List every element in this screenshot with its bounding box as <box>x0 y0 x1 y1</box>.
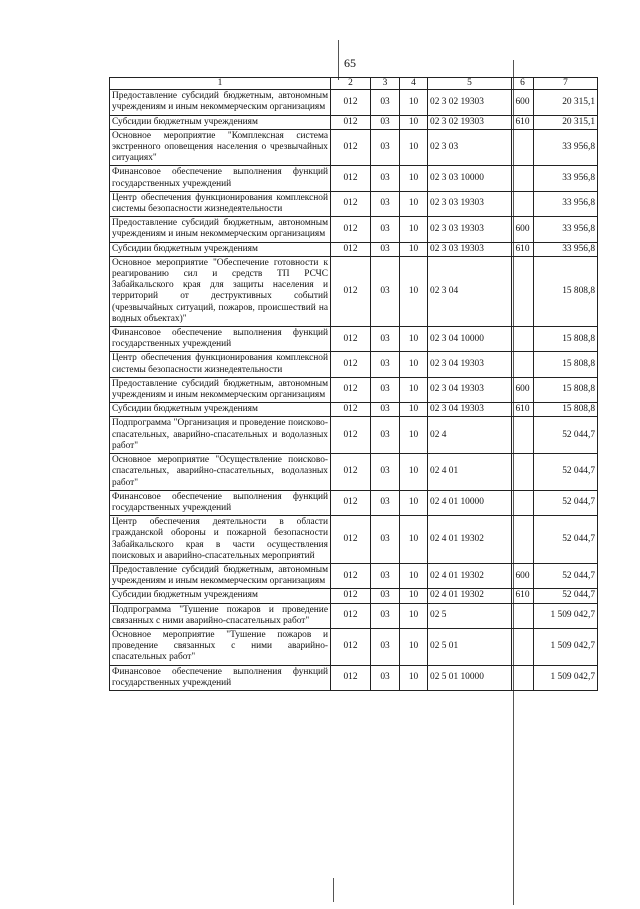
row-name: Основное мероприятие "Комплексная система экстренного оповещения населения о чрезвычайных ситуациях" <box>110 129 331 166</box>
header-col-6: 6 <box>512 78 534 90</box>
row-amount: 52 044,7 <box>534 454 598 491</box>
row-subsection-code: 10 <box>400 166 428 191</box>
row-ved-code: 012 <box>331 417 371 454</box>
row-amount: 52 044,7 <box>534 490 598 515</box>
row-ved-code: 012 <box>331 166 371 191</box>
row-ved-code: 012 <box>331 191 371 216</box>
row-amount: 52 044,7 <box>534 516 598 564</box>
row-amount: 20 315,1 <box>534 115 598 129</box>
row-subsection-code: 10 <box>400 191 428 216</box>
row-amount: 1 509 042,7 <box>534 603 598 628</box>
table-header-row <box>110 78 598 90</box>
row-ved-code: 012 <box>331 563 371 588</box>
row-target-article: 02 3 03 19303 <box>428 191 512 216</box>
row-amount: 33 956,8 <box>534 242 598 256</box>
row-amount: 20 315,1 <box>534 90 598 115</box>
row-target-article: 02 5 01 10000 <box>428 665 512 690</box>
header-col-3: 3 <box>371 78 400 90</box>
row-section-code: 03 <box>371 454 400 491</box>
row-section-code: 03 <box>371 242 400 256</box>
row-name: Субсидии бюджетным учреждениям <box>110 589 331 603</box>
row-amount: 1 509 042,7 <box>534 628 598 665</box>
row-section-code: 03 <box>371 90 400 115</box>
table-row <box>110 454 598 491</box>
row-ved-code: 012 <box>331 90 371 115</box>
row-subsection-code: 10 <box>400 454 428 491</box>
row-ved-code: 012 <box>331 454 371 491</box>
row-name: Подпрограмма "Тушение пожаров и проведение связанных с ними аварийно-спасательных работ" <box>110 603 331 628</box>
row-subsection-code: 10 <box>400 217 428 242</box>
table-row <box>110 166 598 191</box>
row-target-article: 02 4 01 10000 <box>428 490 512 515</box>
row-expense-type <box>512 454 534 491</box>
table-row <box>110 589 598 603</box>
row-subsection-code: 10 <box>400 603 428 628</box>
table-row <box>110 377 598 402</box>
row-expense-type <box>512 516 534 564</box>
table-row <box>110 603 598 628</box>
row-expense-type: 610 <box>512 589 534 603</box>
row-section-code: 03 <box>371 490 400 515</box>
row-subsection-code: 10 <box>400 563 428 588</box>
row-ved-code: 012 <box>331 256 371 326</box>
row-expense-type <box>512 665 534 690</box>
table-row <box>110 403 598 417</box>
row-name: Финансовое обеспечение выполнения функций государственных учреждений <box>110 327 331 352</box>
row-section-code: 03 <box>371 129 400 166</box>
row-section-code: 03 <box>371 628 400 665</box>
row-section-code: 03 <box>371 191 400 216</box>
row-amount: 52 044,7 <box>534 589 598 603</box>
row-target-article: 02 3 03 19303 <box>428 242 512 256</box>
table-row <box>110 90 598 115</box>
row-name: Основное мероприятие "Обеспечение готовности к реагированию сил и средств ТП РСЧС Забайкальского края для защиты населения и территорий от деструктивных событий (чрезвычайных ситуаций, пожаров, происшествий на водных объектах)" <box>110 256 331 326</box>
row-amount: 33 956,8 <box>534 217 598 242</box>
row-amount: 52 044,7 <box>534 563 598 588</box>
table-row <box>110 129 598 166</box>
row-name: Центр обеспечения функционирования комплексной системы безопасности жизнедеятельности <box>110 352 331 377</box>
row-amount: 33 956,8 <box>534 129 598 166</box>
row-expense-type: 610 <box>512 403 534 417</box>
page-number: 65 <box>344 56 356 70</box>
table-row <box>110 665 598 690</box>
row-target-article: 02 4 01 19302 <box>428 516 512 564</box>
table-row <box>110 217 598 242</box>
row-section-code: 03 <box>371 115 400 129</box>
row-section-code: 03 <box>371 665 400 690</box>
row-ved-code: 012 <box>331 217 371 242</box>
row-target-article: 02 4 01 19302 <box>428 589 512 603</box>
row-name: Основное мероприятие "Тушение пожаров и проведение связанных с ними аварийно-спасательных работ" <box>110 628 331 665</box>
row-subsection-code: 10 <box>400 403 428 417</box>
scan-artifact-bottom-line <box>333 878 334 902</box>
row-expense-type <box>512 352 534 377</box>
row-target-article: 02 3 04 <box>428 256 512 326</box>
budget-table <box>109 77 598 691</box>
row-target-article: 02 3 03 19303 <box>428 217 512 242</box>
table-row <box>110 191 598 216</box>
row-subsection-code: 10 <box>400 417 428 454</box>
row-target-article: 02 5 01 <box>428 628 512 665</box>
row-subsection-code: 10 <box>400 377 428 402</box>
row-name: Подпрограмма "Организация и проведение поисково-спасательных, аварийно-спасательных и водолазных работ" <box>110 417 331 454</box>
row-name: Субсидии бюджетным учреждениям <box>110 242 331 256</box>
row-section-code: 03 <box>371 417 400 454</box>
row-target-article: 02 3 03 <box>428 129 512 166</box>
row-name: Центр обеспечения функционирования комплексной системы безопасности жизнедеятельности <box>110 191 331 216</box>
row-subsection-code: 10 <box>400 129 428 166</box>
row-expense-type <box>512 628 534 665</box>
row-name: Субсидии бюджетным учреждениям <box>110 403 331 417</box>
row-amount: 15 808,8 <box>534 327 598 352</box>
row-target-article: 02 3 04 19303 <box>428 403 512 417</box>
row-expense-type <box>512 256 534 326</box>
row-section-code: 03 <box>371 352 400 377</box>
row-expense-type <box>512 490 534 515</box>
header-col-1: 1 <box>110 78 331 90</box>
row-section-code: 03 <box>371 563 400 588</box>
row-name: Предоставление субсидий бюджетным, автономным учреждениям и иным некоммерческим организациям <box>110 217 331 242</box>
row-ved-code: 012 <box>331 242 371 256</box>
table-row <box>110 352 598 377</box>
row-name: Центр обеспечения деятельности в области гражданской обороны и пожарной безопасности Забайкальского края в части осуществления поисковых и аварийно-спасательных мероприятий <box>110 516 331 564</box>
row-expense-type: 600 <box>512 90 534 115</box>
row-expense-type <box>512 166 534 191</box>
row-name: Финансовое обеспечение выполнения функций государственных учреждений <box>110 166 331 191</box>
row-subsection-code: 10 <box>400 115 428 129</box>
row-section-code: 03 <box>371 327 400 352</box>
row-target-article: 02 3 02 19303 <box>428 115 512 129</box>
row-target-article: 02 4 01 19302 <box>428 563 512 588</box>
row-expense-type <box>512 191 534 216</box>
row-section-code: 03 <box>371 516 400 564</box>
row-ved-code: 012 <box>331 603 371 628</box>
row-section-code: 03 <box>371 377 400 402</box>
row-section-code: 03 <box>371 589 400 603</box>
row-subsection-code: 10 <box>400 589 428 603</box>
table-row <box>110 327 598 352</box>
row-amount: 52 044,7 <box>534 417 598 454</box>
table-row <box>110 490 598 515</box>
row-subsection-code: 10 <box>400 516 428 564</box>
row-name: Основное мероприятие "Осуществление поисково-спасательных, аварийно-спасательных, водолазных работ" <box>110 454 331 491</box>
row-target-article: 02 4 <box>428 417 512 454</box>
row-target-article: 02 3 02 19303 <box>428 90 512 115</box>
header-col-5: 5 <box>428 78 512 90</box>
row-amount: 1 509 042,7 <box>534 665 598 690</box>
row-target-article: 02 3 04 19303 <box>428 377 512 402</box>
row-subsection-code: 10 <box>400 628 428 665</box>
row-ved-code: 012 <box>331 377 371 402</box>
row-subsection-code: 10 <box>400 352 428 377</box>
row-subsection-code: 10 <box>400 665 428 690</box>
row-amount: 33 956,8 <box>534 191 598 216</box>
row-target-article: 02 3 04 19303 <box>428 352 512 377</box>
row-ved-code: 012 <box>331 490 371 515</box>
row-ved-code: 012 <box>331 665 371 690</box>
row-name: Финансовое обеспечение выполнения функций государственных учреждений <box>110 490 331 515</box>
row-section-code: 03 <box>371 217 400 242</box>
header-col-2: 2 <box>331 78 371 90</box>
row-subsection-code: 10 <box>400 256 428 326</box>
row-ved-code: 012 <box>331 403 371 417</box>
row-section-code: 03 <box>371 256 400 326</box>
row-subsection-code: 10 <box>400 490 428 515</box>
table-row <box>110 256 598 326</box>
row-subsection-code: 10 <box>400 327 428 352</box>
row-amount: 15 808,8 <box>534 377 598 402</box>
row-target-article: 02 3 03 10000 <box>428 166 512 191</box>
table-row <box>110 628 598 665</box>
row-expense-type: 600 <box>512 563 534 588</box>
row-expense-type: 600 <box>512 377 534 402</box>
row-ved-code: 012 <box>331 589 371 603</box>
row-amount: 15 808,8 <box>534 403 598 417</box>
row-target-article: 02 5 <box>428 603 512 628</box>
table-row <box>110 417 598 454</box>
row-name: Предоставление субсидий бюджетным, автономным учреждениям и иным некоммерческим организациям <box>110 563 331 588</box>
row-expense-type <box>512 603 534 628</box>
row-ved-code: 012 <box>331 516 371 564</box>
row-ved-code: 012 <box>331 115 371 129</box>
row-ved-code: 012 <box>331 327 371 352</box>
header-col-7: 7 <box>534 78 598 90</box>
row-subsection-code: 10 <box>400 242 428 256</box>
row-expense-type: 610 <box>512 242 534 256</box>
row-name: Предоставление субсидий бюджетным, автономным учреждениям и иным некоммерческим организациям <box>110 90 331 115</box>
row-ved-code: 012 <box>331 628 371 665</box>
row-amount: 15 808,8 <box>534 256 598 326</box>
row-amount: 33 956,8 <box>534 166 598 191</box>
row-expense-type: 600 <box>512 217 534 242</box>
table-body <box>110 90 598 691</box>
row-amount: 15 808,8 <box>534 352 598 377</box>
row-section-code: 03 <box>371 403 400 417</box>
table-row <box>110 563 598 588</box>
row-expense-type <box>512 327 534 352</box>
row-target-article: 02 3 04 10000 <box>428 327 512 352</box>
row-name: Субсидии бюджетным учреждениям <box>110 115 331 129</box>
row-section-code: 03 <box>371 603 400 628</box>
row-name: Финансовое обеспечение выполнения функций государственных учреждений <box>110 665 331 690</box>
row-expense-type <box>512 129 534 166</box>
row-subsection-code: 10 <box>400 90 428 115</box>
table-row <box>110 516 598 564</box>
row-expense-type <box>512 417 534 454</box>
row-name: Предоставление субсидий бюджетным, автономным учреждениям и иным некоммерческим организациям <box>110 377 331 402</box>
row-ved-code: 012 <box>331 129 371 166</box>
row-ved-code: 012 <box>331 352 371 377</box>
table-row <box>110 242 598 256</box>
header-col-4: 4 <box>400 78 428 90</box>
row-section-code: 03 <box>371 166 400 191</box>
row-target-article: 02 4 01 <box>428 454 512 491</box>
row-expense-type: 610 <box>512 115 534 129</box>
table-row <box>110 115 598 129</box>
